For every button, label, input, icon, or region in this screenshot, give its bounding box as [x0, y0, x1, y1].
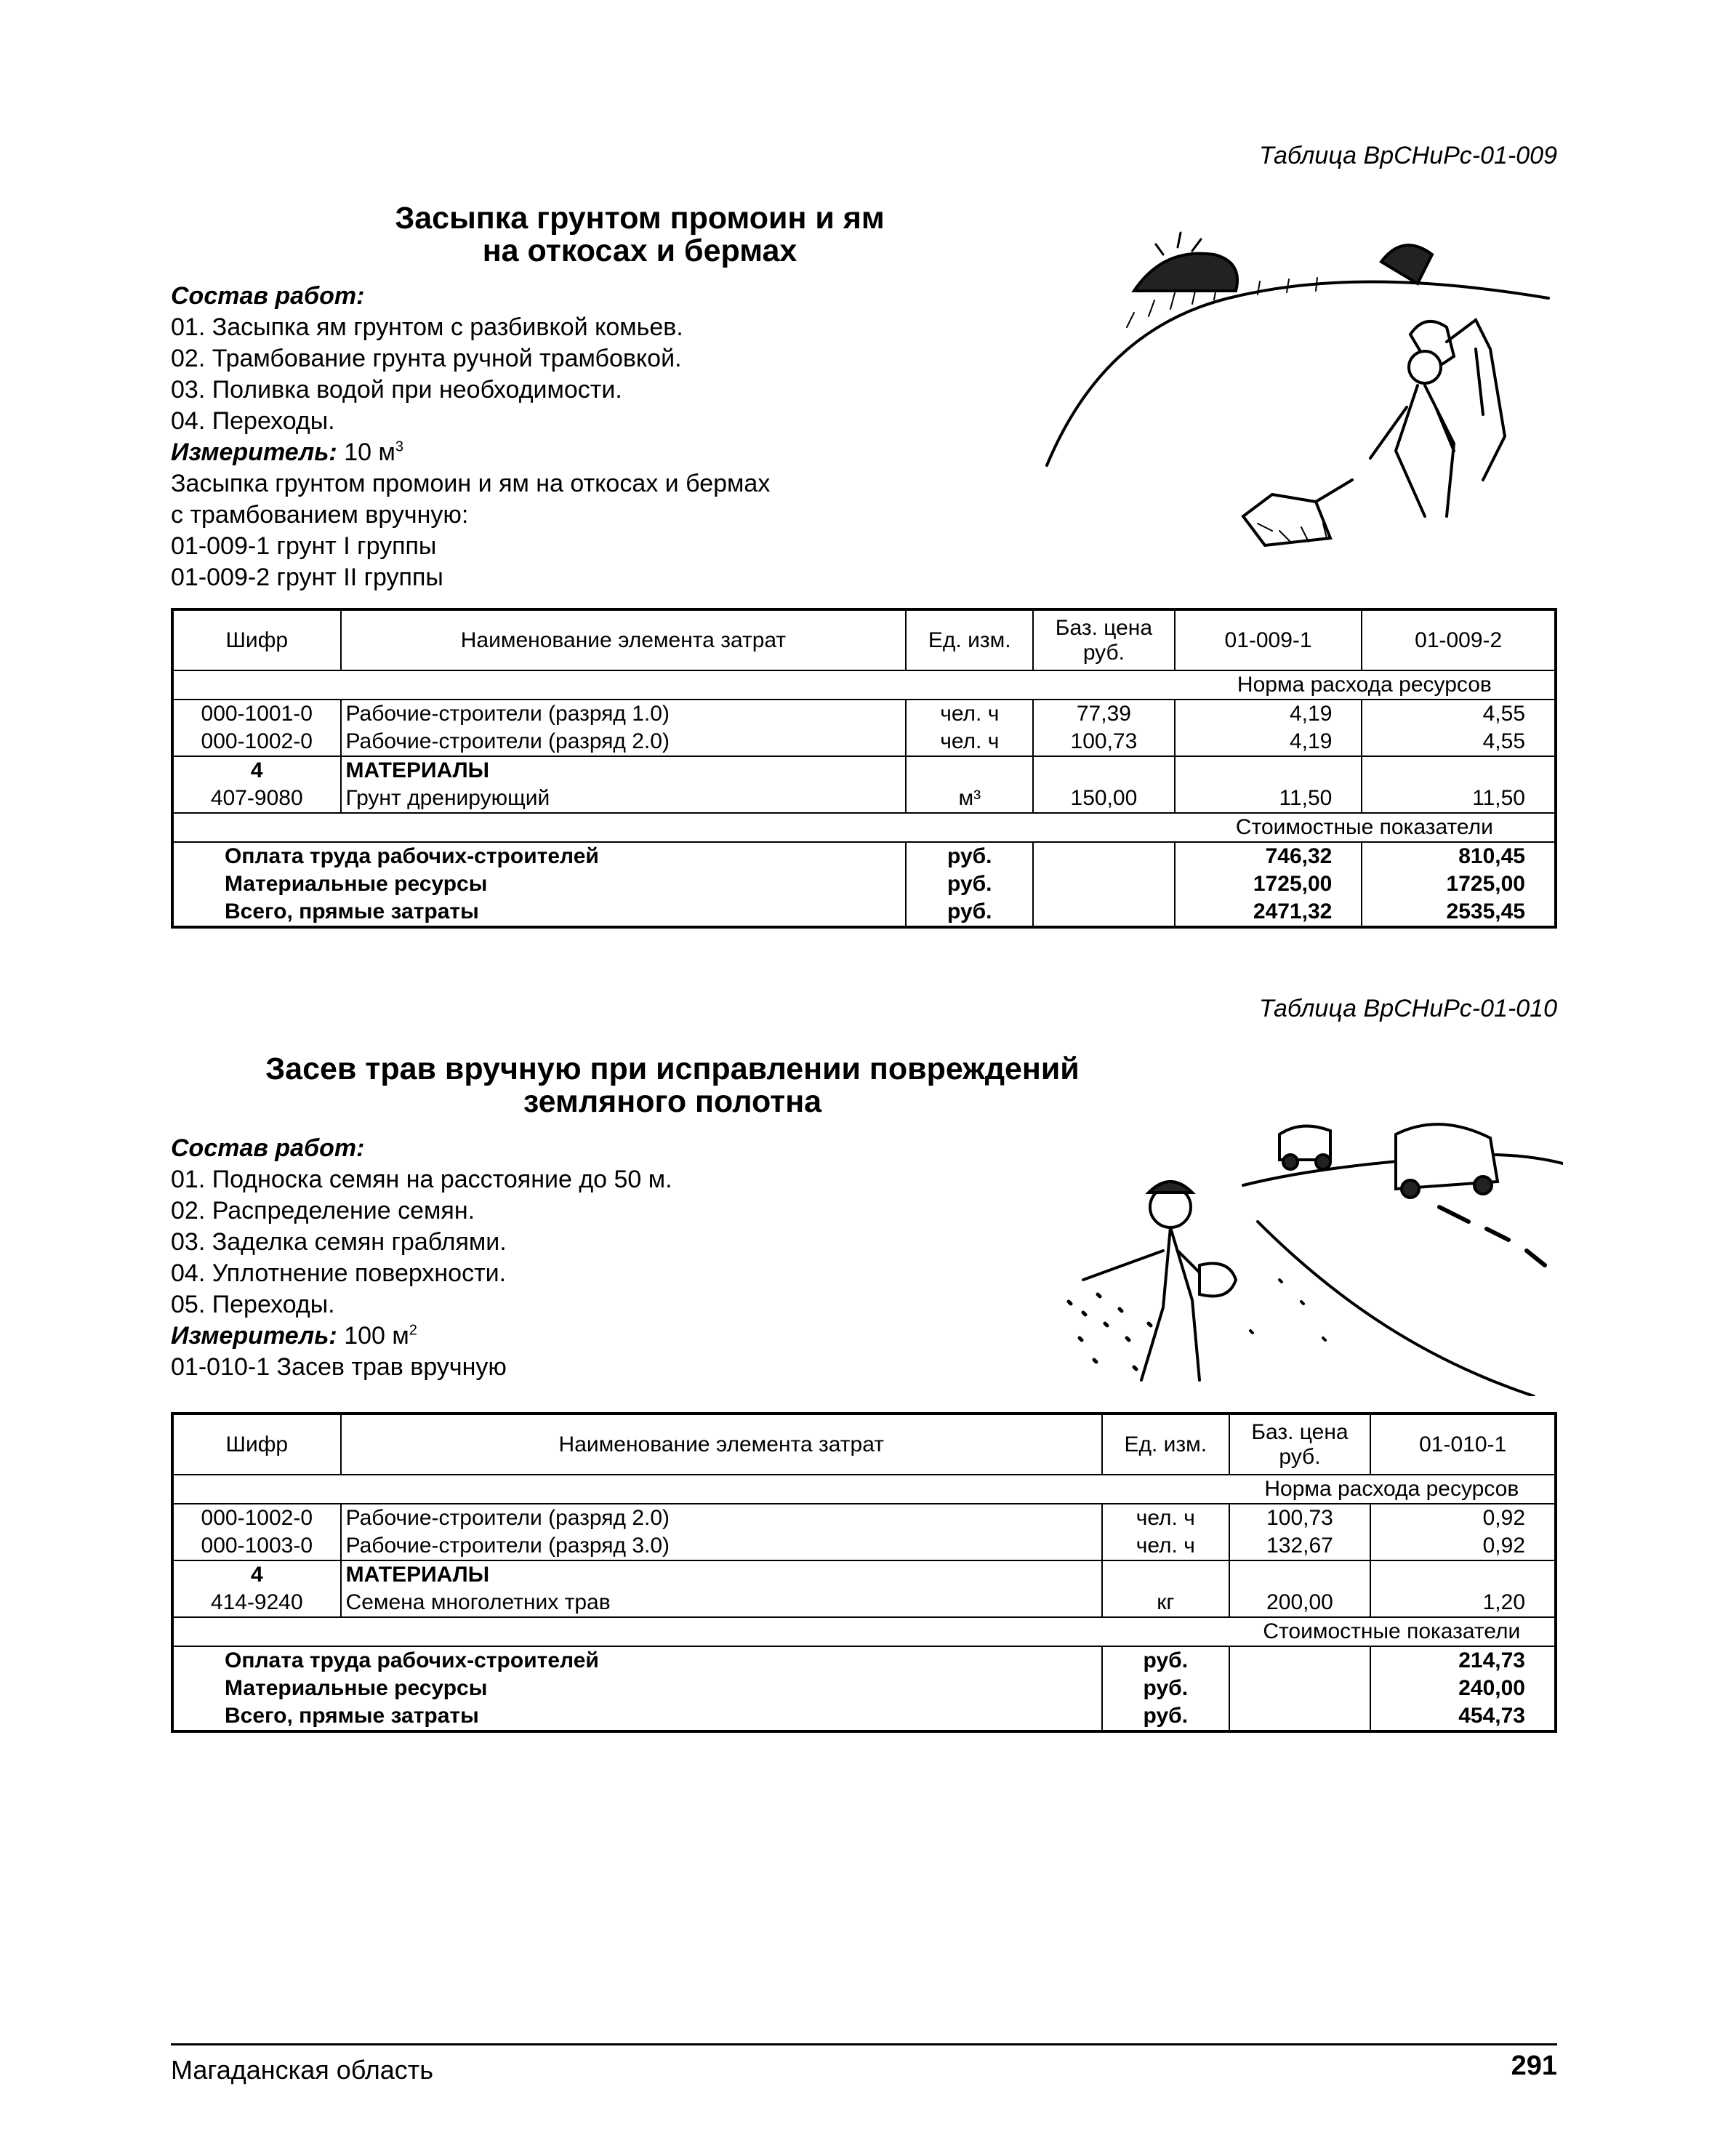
empty-cell	[1362, 756, 1556, 785]
norm-spacer	[172, 1475, 1229, 1504]
norm-spacer	[172, 670, 1175, 700]
row-value: 4,19	[1175, 728, 1362, 756]
empty-cell	[1370, 1560, 1556, 1589]
description: Засыпка грунтом промоин и ям на откосах и бермах	[171, 470, 771, 497]
measure-line	[171, 437, 770, 468]
total-unit: руб.	[1102, 1646, 1229, 1675]
header-price: Баз. цена руб.	[1033, 609, 1175, 670]
total-label: Всего, прямые затраты	[172, 898, 906, 927]
header-col-01-009-2: 01-009-2	[1362, 609, 1556, 670]
empty-cell	[1033, 842, 1175, 870]
section1-work-list	[171, 281, 770, 593]
material-price: 200,00	[1229, 1589, 1371, 1617]
material-price: 150,00	[1033, 785, 1175, 813]
measure-value: 100 м	[344, 1322, 409, 1350]
measure-label: Измеритель:	[171, 1322, 337, 1350]
work-item: 03. Заделка семян граблями.	[171, 1228, 507, 1256]
total-value: 240,00	[1370, 1675, 1556, 1702]
section1-title-line1: Засыпка грунтом промоин и ям	[395, 201, 885, 236]
total-value: 1725,00	[1362, 870, 1556, 898]
illustration-slope-workers	[1040, 218, 1563, 567]
material-name: Грунт дренирующий	[341, 785, 907, 813]
total-label: Оплата труда рабочих-строителей	[172, 1646, 1102, 1675]
measure-line	[171, 1321, 672, 1352]
row-code: 000-1002-0	[172, 1504, 341, 1532]
row-value: 0,92	[1370, 1504, 1556, 1532]
row-price: 100,73	[1033, 728, 1175, 756]
empty-cell	[1229, 1675, 1371, 1702]
material-unit: кг	[1102, 1589, 1229, 1617]
empty-cell	[1033, 756, 1175, 785]
variant-item: 01-009-1 грунт I группы	[171, 532, 437, 560]
material-name: Семена многолетних трав	[341, 1589, 1102, 1617]
header-unit: Ед. изм.	[906, 609, 1033, 670]
description: с трамбованием вручную:	[171, 501, 469, 529]
row-value: 4,55	[1362, 728, 1556, 756]
norm-label: Норма расхода ресурсов	[1175, 670, 1556, 700]
row-price: 132,67	[1229, 1532, 1371, 1560]
measure-value: 10 м	[344, 438, 395, 466]
section2-title-line1: Засев трав вручную при исправлении повреждений	[265, 1051, 1080, 1086]
total-unit: руб.	[906, 870, 1033, 898]
total-value: 2535,45	[1362, 898, 1556, 927]
total-value: 2471,32	[1175, 898, 1362, 927]
footer-rule	[171, 2043, 1557, 2045]
measure-sup: 3	[395, 438, 403, 455]
material-value: 1,20	[1370, 1589, 1556, 1617]
material-code: 414-9240	[172, 1589, 341, 1617]
empty-cell	[1229, 1646, 1371, 1675]
total-label: Материальные ресурсы	[172, 870, 906, 898]
table-01-010	[171, 1412, 1557, 1733]
row-name: Рабочие-строители (разряд 2.0)	[341, 1504, 1102, 1532]
variant-item: 01-009-2 грунт II группы	[171, 564, 443, 591]
total-value: 454,73	[1370, 1702, 1556, 1731]
materials-code: 4	[172, 756, 341, 785]
header-col-01-009-1: 01-009-1	[1175, 609, 1362, 670]
work-item: 04. Переходы.	[171, 407, 335, 435]
materials-label: МАТЕРИАЛЫ	[341, 1560, 1102, 1589]
section2-title-line2: земляного полотна	[523, 1084, 822, 1119]
total-unit: руб.	[1102, 1675, 1229, 1702]
cost-spacer	[172, 1617, 1229, 1646]
table-label-01-009: Таблица ВрСНиРс-01-009	[1258, 142, 1557, 169]
empty-cell	[1102, 1560, 1229, 1589]
total-label: Оплата труда рабочих-строителей	[172, 842, 906, 870]
section1-title	[276, 202, 1003, 268]
work-item: 01. Засыпка ям грунтом с разбивкой комьев.	[171, 313, 683, 341]
total-unit: руб.	[1102, 1702, 1229, 1731]
row-value: 0,92	[1370, 1532, 1556, 1560]
variant-item: 01-010-1 Засев трав вручную	[171, 1353, 507, 1381]
material-unit: м³	[906, 785, 1033, 813]
section2-work-list	[171, 1133, 672, 1383]
row-name: Рабочие-строители (разряд 1.0)	[341, 700, 907, 728]
cost-spacer	[172, 813, 1175, 842]
measure-label: Измеритель:	[171, 438, 337, 466]
work-item: 04. Уплотнение поверхности.	[171, 1259, 507, 1287]
header-code: Шифр	[172, 609, 341, 670]
row-price: 77,39	[1033, 700, 1175, 728]
header-col-01-010-1: 01-010-1	[1370, 1414, 1556, 1475]
row-unit: чел. ч	[906, 728, 1033, 756]
row-unit: чел. ч	[1102, 1532, 1229, 1560]
total-unit: руб.	[906, 898, 1033, 927]
empty-cell	[1175, 756, 1362, 785]
row-unit: чел. ч	[1102, 1504, 1229, 1532]
section1-title-line2: на откосах и бермах	[482, 233, 797, 268]
material-code: 407-9080	[172, 785, 341, 813]
total-value: 1725,00	[1175, 870, 1362, 898]
sostav-label: Состав работ:	[171, 1134, 365, 1162]
measure-sup: 2	[409, 1322, 417, 1339]
work-item: 03. Поливка водой при необходимости.	[171, 376, 622, 404]
work-item: 02. Трамбование грунта ручной трамбовкой.	[171, 345, 682, 372]
row-code: 000-1002-0	[172, 728, 341, 756]
empty-cell	[1229, 1702, 1371, 1731]
sostav-label: Состав работ:	[171, 282, 365, 310]
empty-cell	[1033, 898, 1175, 927]
row-price: 100,73	[1229, 1504, 1371, 1532]
table-label-01-010: Таблица ВрСНиРс-01-010	[1258, 995, 1557, 1022]
illustration-sowing-seeds	[1061, 1120, 1563, 1396]
total-label: Всего, прямые затраты	[172, 1702, 1102, 1731]
header-name: Наименование элемента затрат	[341, 609, 907, 670]
row-value: 4,19	[1175, 700, 1362, 728]
header-name: Наименование элемента затрат	[341, 1414, 1102, 1475]
page-number: 291	[1511, 2051, 1557, 2081]
total-value: 214,73	[1370, 1646, 1556, 1675]
header-unit: Ед. изм.	[1102, 1414, 1229, 1475]
total-unit: руб.	[906, 842, 1033, 870]
row-name: Рабочие-строители (разряд 2.0)	[341, 728, 907, 756]
total-value: 810,45	[1362, 842, 1556, 870]
total-value: 746,32	[1175, 842, 1362, 870]
work-item: 02. Распределение семян.	[171, 1197, 475, 1225]
row-name: Рабочие-строители (разряд 3.0)	[341, 1532, 1102, 1560]
work-item: 01. Подноска семян на расстояние до 50 м.	[171, 1166, 672, 1193]
material-value: 11,50	[1175, 785, 1362, 813]
total-label: Материальные ресурсы	[172, 1675, 1102, 1702]
row-unit: чел. ч	[906, 700, 1033, 728]
footer-region: Магаданская область	[171, 2055, 434, 2085]
cost-label: Стоимостные показатели	[1175, 813, 1556, 842]
norm-label: Норма расхода ресурсов	[1229, 1475, 1556, 1504]
row-code: 000-1001-0	[172, 700, 341, 728]
row-value: 4,55	[1362, 700, 1556, 728]
cost-label: Стоимостные показатели	[1229, 1617, 1556, 1646]
empty-cell	[1229, 1560, 1371, 1589]
section2-title	[171, 1053, 1174, 1118]
table-01-009	[171, 608, 1557, 929]
header-code: Шифр	[172, 1414, 341, 1475]
material-value: 11,50	[1362, 785, 1556, 813]
materials-code: 4	[172, 1560, 341, 1589]
materials-label: МАТЕРИАЛЫ	[341, 756, 907, 785]
row-code: 000-1003-0	[172, 1532, 341, 1560]
work-item: 05. Переходы.	[171, 1291, 335, 1318]
empty-cell	[1033, 870, 1175, 898]
empty-cell	[906, 756, 1033, 785]
header-price: Баз. цена руб.	[1229, 1414, 1371, 1475]
